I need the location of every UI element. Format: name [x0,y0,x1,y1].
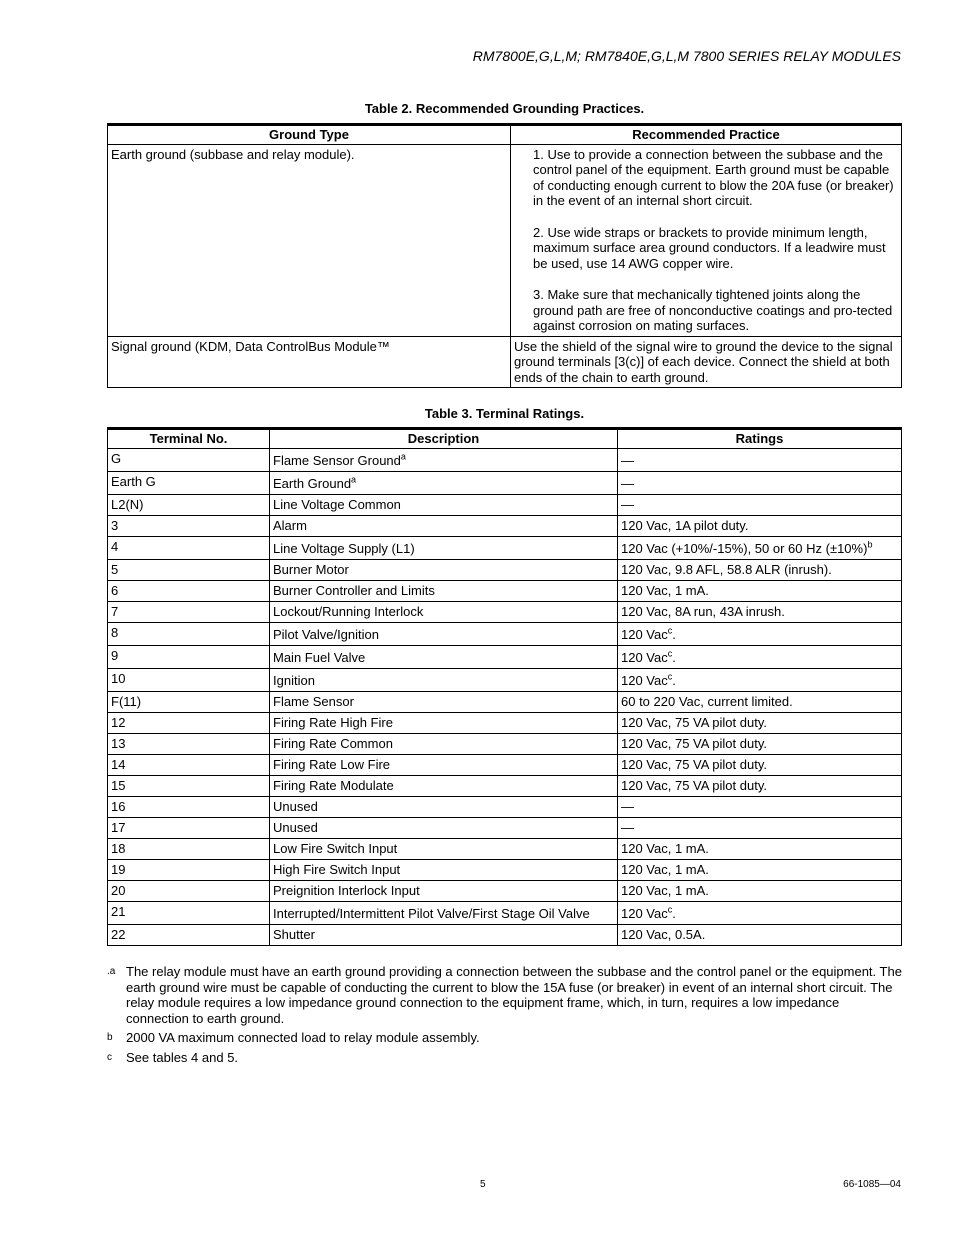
terminal-ratings-table [107,427,902,946]
rating-text: 120 Vac, 75 VA pilot duty. [621,777,767,793]
description-cell [270,924,618,945]
footnote-ref: a [351,474,357,485]
description-text: Main Fuel Valve [273,649,366,665]
rating-text: 120 Vac, 9.8 AFL, 58.8 ALR (inrush). [621,561,832,577]
footnote-b [107,1030,902,1046]
footnote-text: 2000 VA maximum connected load to relay module assembly. [126,1030,480,1045]
footnote-c [107,1050,902,1066]
description-text: Lockout/Running Interlock [273,603,424,619]
description-text: Interrupted/Intermittent Pilot Valve/First Stage Oil Valve [273,905,590,921]
description-text: Line Voltage Supply (L1) [273,540,415,556]
description-text: Flame Sensor Ground [273,452,401,468]
description-cell [270,622,618,645]
terminal-cell: 16 [108,796,270,817]
description-cell [270,645,618,668]
description-cell [270,494,618,515]
terminal-cell: 21 [108,901,270,924]
terminal-cell: 3 [108,515,270,536]
table3-caption: Table 3. Terminal Ratings. [424,406,585,421]
rating-text: 120 Vac (+10%/-15%), 50 or 60 Hz (±10%) [621,540,868,556]
terminal-cell: 20 [108,880,270,901]
description-cell [270,471,618,494]
column-header-description: Description [270,429,618,449]
table-row [108,559,902,580]
footnote-a [107,964,902,1026]
footnote-ref: c [667,671,673,682]
column-header-ground-type: Ground Type [108,125,511,145]
table-row [108,775,902,796]
rating-suffix: . [672,905,676,921]
rating-cell [618,796,902,817]
rating-text: 120 Vac, 0.5A. [621,926,706,942]
rating-cell [618,471,902,494]
practice-item: 3. Make sure that mechanically tightened joints along the ground path are free of nonconductive coatings and pro-tected against corrosion on mating surfaces. [533,287,893,333]
terminal-cell: 13 [108,733,270,754]
table-row [108,838,902,859]
description-text: Unused [273,798,318,814]
terminal-cell: 8 [108,622,270,645]
terminal-cell: 19 [108,859,270,880]
table-row [108,880,902,901]
rating-cell [618,515,902,536]
table-row [108,796,902,817]
description-cell [270,536,618,559]
terminal-cell: 10 [108,668,270,691]
rating-cell [618,880,902,901]
rating-text: 120 Vac, 8A run, 43A inrush. [621,603,785,619]
column-header-ratings: Ratings [618,429,902,449]
table-header-row [108,429,902,449]
description-cell [270,580,618,601]
rating-cell [618,559,902,580]
rating-text: 120 Vac, 1 mA. [621,840,709,856]
rating-text: — [621,819,634,835]
rating-cell [618,838,902,859]
description-cell [270,880,618,901]
rating-cell [618,733,902,754]
footnote-ref: b [867,539,873,550]
page-number: 5 [480,1179,486,1190]
table-row [108,859,902,880]
description-text: Alarm [273,517,307,533]
table-header-row [108,125,902,145]
description-cell [270,754,618,775]
terminal-cell: G [108,448,270,471]
rating-cell [618,817,902,838]
rating-text: — [621,496,634,512]
table-row [108,622,902,645]
rating-cell [618,622,902,645]
footnote-ref: c [667,648,673,659]
footnote-mark: b [107,1032,113,1043]
rating-cell [618,775,902,796]
rating-cell [618,645,902,668]
description-cell [270,712,618,733]
description-cell [270,796,618,817]
column-header-recommended-practice: Recommended Practice [511,125,902,145]
table-row [108,494,902,515]
table-row [108,536,902,559]
footnote-mark: .a [107,966,116,977]
rating-text: 120 Vac, 1 mA. [621,582,709,598]
table2-caption: Table 2. Recommended Grounding Practices. [364,101,645,116]
rating-cell [618,536,902,559]
rating-cell [618,754,902,775]
description-cell [270,448,618,471]
rating-text: 120 Vac, 1A pilot duty. [621,517,749,533]
rating-suffix: . [672,626,676,642]
footnote-mark: c [107,1051,112,1063]
description-text: Shutter [273,926,315,942]
terminal-cell: 9 [108,645,270,668]
rating-text: 120 Vac, 75 VA pilot duty. [621,735,767,751]
table-row [108,691,902,712]
practice-cell [511,144,902,336]
rating-cell [618,668,902,691]
terminal-cell: 17 [108,817,270,838]
table-row [108,901,902,924]
rating-suffix: . [672,672,676,688]
table-row [108,144,902,336]
practice-item: 2. Use wide straps or brackets to provide minimum length, maximum surface area ground conductors. If a leadwire must be used, use 14 AWG copper wire. [533,224,886,271]
terminal-cell: Earth G [108,471,270,494]
rating-cell [618,691,902,712]
terminal-cell: 5 [108,559,270,580]
description-text: Burner Motor [273,561,349,577]
description-text: Firing Rate Common [273,735,393,751]
table-row [108,817,902,838]
description-cell [270,817,618,838]
description-text: High Fire Switch Input [273,861,401,877]
table-row [108,448,902,471]
description-cell [270,838,618,859]
description-text: Firing Rate Low Fire [273,756,391,772]
description-text: Pilot Valve/Ignition [273,626,379,642]
rating-text: — [621,452,634,468]
table-row [108,733,902,754]
rating-suffix: . [672,649,676,665]
ground-type-cell: Signal ground (KDM, Data ControlBus Module™ [108,336,511,388]
description-text: Ignition [273,672,315,688]
description-cell [270,601,618,622]
rating-cell [618,448,902,471]
rating-text: 120 Vac [621,905,668,921]
description-cell [270,775,618,796]
rating-cell [618,494,902,515]
terminal-cell: 7 [108,601,270,622]
rating-text: 60 to 220 Vac, current limited. [621,693,793,709]
table-row [108,712,902,733]
footnote-text: See tables 4 and 5. [126,1049,239,1065]
description-cell [270,691,618,712]
table-row [108,645,902,668]
column-header-terminal: Terminal No. [108,429,270,449]
description-text: Earth Ground [273,475,352,491]
description-cell [270,901,618,924]
rating-cell [618,712,902,733]
description-text: Preignition Interlock Input [273,882,420,898]
description-text: Low Fire Switch Input [273,840,398,856]
terminal-cell: 22 [108,924,270,945]
document-header: RM7800E,G,L,M; RM7840E,G,L,M 7800 SERIES RELAY MODULES [472,48,901,64]
rating-text: 120 Vac [621,626,668,642]
rating-cell [618,924,902,945]
terminal-cell: F(11) [108,691,270,712]
footnote-ref: c [667,625,673,636]
rating-cell [618,901,902,924]
table-row [108,471,902,494]
terminal-cell: 4 [108,536,270,559]
table-row [108,754,902,775]
footnote-text: The relay module must have an earth ground providing a connection between the subbase and the control panel or the equipment. The earth ground wire must be capable of conducting the current to blow the 15A fuse (or breaker) in event of an internal short circuit. The relay module requires a low impedance ground connection to the equipment frame, which, in turn, requires a low impedance connection to earth ground. [126,964,902,1026]
terminal-ratings-body [108,448,902,945]
terminal-cell: 12 [108,712,270,733]
document-code: 66-1085—04 [843,1179,901,1190]
footnote-ref: a [400,451,406,462]
grounding-practices-table [107,123,902,388]
rating-cell [618,601,902,622]
description-cell [270,515,618,536]
rating-text: 120 Vac, 1 mA. [621,882,709,898]
description-text: Firing Rate High Fire [273,714,393,730]
footnote-ref: c [667,904,673,915]
rating-text: 120 Vac, 75 VA pilot duty. [621,714,767,730]
table-row [108,601,902,622]
rating-text: 120 Vac, 75 VA pilot duty. [621,756,767,772]
description-cell [270,859,618,880]
description-cell [270,668,618,691]
terminal-cell: 6 [108,580,270,601]
terminal-cell: 14 [108,754,270,775]
rating-text: 120 Vac [621,649,668,665]
rating-cell [618,859,902,880]
table-row [108,668,902,691]
description-cell [270,559,618,580]
table-row [108,580,902,601]
description-text: Firing Rate Modulate [273,777,394,793]
description-text: Unused [273,819,318,835]
rating-cell [618,580,902,601]
terminal-cell: L2(N) [108,494,270,515]
footnotes [107,964,902,1069]
table-row [108,336,902,388]
rating-text: 120 Vac [621,672,668,688]
rating-text: 120 Vac, 1 mA. [621,861,709,877]
terminal-cell: 15 [108,775,270,796]
rating-text: — [621,475,634,491]
rating-text: — [621,798,634,814]
description-text: Flame Sensor [273,693,354,709]
practice-item: 1. Use to provide a connection between the subbase and the control panel of the equipment. Earth ground must be capable of conducting enough current to blow the 20A fuse (or breaker) in the event of an internal short circuit. [533,146,894,208]
ground-type-cell: Earth ground (subbase and relay module). [108,144,511,336]
description-text: Burner Controller and Limits [273,582,435,598]
description-cell [270,733,618,754]
table-row [108,924,902,945]
practice-cell: Use the shield of the signal wire to ground the device to the signal ground terminals [3(c)] of each device. Connect the shield at both ends of the chain to earth ground. [511,336,902,388]
description-text: Line Voltage Common [273,496,401,512]
terminal-cell: 18 [108,838,270,859]
table-row [108,515,902,536]
